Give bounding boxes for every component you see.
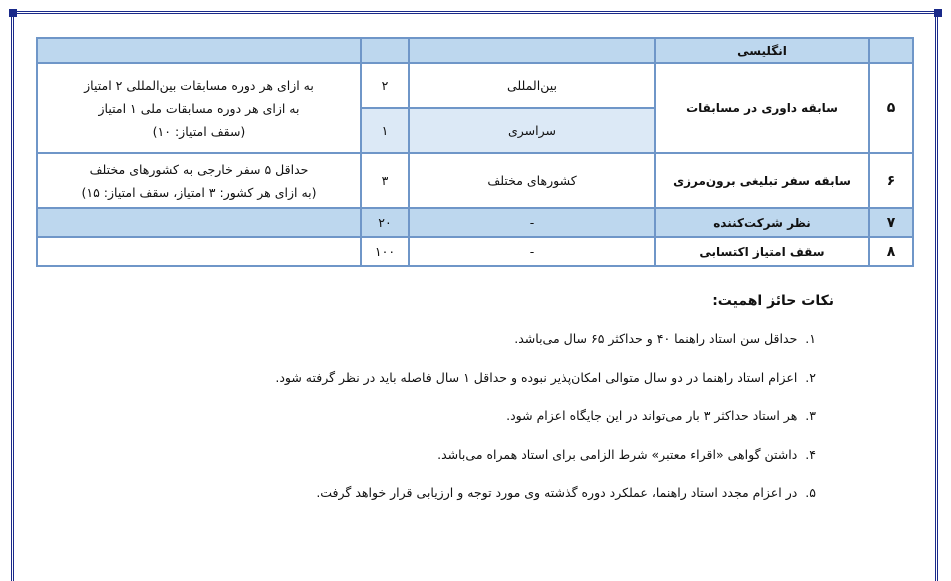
criterion-title: سابقه داوری در مسابقات	[655, 63, 869, 153]
table-cell-title: انگلیسی	[655, 38, 869, 63]
table-row	[37, 63, 913, 108]
criterion-notes	[37, 153, 361, 208]
list-item	[275, 331, 816, 370]
subcategory: -	[409, 208, 655, 237]
list-item-number: ۲.	[805, 369, 816, 385]
note-line: (سقف امتیاز: ۱۰)	[152, 123, 246, 139]
subcategory: بین‌المللی	[409, 63, 655, 108]
list-item	[275, 447, 816, 486]
criterion-notes	[37, 237, 361, 266]
list-item-text: در اعزام مجدد استاد راهنما، عملکرد دوره گذشته وی مورد توجه و ارزیابی قرار خواهد گرفت.	[316, 485, 798, 500]
list-item-text: هر استاد حداکثر ۳ بار می‌تواند در این جایگاه اعزام شود.	[506, 408, 798, 423]
table-row	[37, 38, 913, 63]
criterion-notes	[37, 63, 361, 153]
table-row	[37, 208, 913, 237]
points: ۱	[361, 108, 409, 153]
table-row	[37, 237, 913, 266]
notes-list	[275, 331, 816, 524]
note-line: به ازای هر دوره مسابقات بین‌المللی ۲ امتیاز	[84, 77, 314, 93]
subcategory: کشورهای مختلف	[409, 153, 655, 208]
note-line: به ازای هر دوره مسابقات ملی ۱ امتیاز	[98, 100, 300, 116]
points: ۲۰	[361, 208, 409, 237]
table-row	[37, 153, 913, 208]
criterion-title: سقف امتیاز اکتسابی	[655, 237, 869, 266]
row-number: ۶	[869, 153, 913, 208]
criterion-notes	[37, 208, 361, 237]
points: ۳	[361, 153, 409, 208]
note-line: حداقل ۵ سفر خارجی به کشورهای مختلف	[89, 161, 309, 177]
list-item-number: ۴.	[805, 446, 816, 462]
list-item	[275, 485, 816, 524]
border-corner-ornament	[934, 9, 942, 17]
list-item	[275, 408, 816, 447]
note-line: (به ازای هر کشور: ۳ امتیاز، سقف امتیاز: ۱۵)	[81, 184, 317, 200]
points: ۱۰۰	[361, 237, 409, 266]
list-item-number: ۵.	[805, 485, 816, 500]
row-number: ۷	[869, 208, 913, 237]
notes-heading: نکات حائز اهمیت:	[712, 293, 834, 309]
criterion-title: نظر شرکت‌کننده	[655, 208, 869, 237]
criterion-title: سابقه سفر تبلیغی برون‌مرزی	[655, 153, 869, 208]
points: ۲	[361, 63, 409, 108]
border-corner-ornament	[9, 9, 17, 17]
subcategory: -	[409, 237, 655, 266]
list-item-number: ۳.	[805, 408, 816, 423]
list-item-number: ۱.	[805, 331, 816, 346]
subcategory: سراسری	[409, 108, 655, 153]
row-number: ۵	[869, 63, 913, 153]
row-number: ۸	[869, 237, 913, 266]
scoring-table	[36, 37, 914, 267]
list-item-text: اعزام استاد راهنما در دو سال متوالی امکان‌پذیر نبوده و حداقل ۱ سال فاصله باید در نظر گرفته شود.	[275, 369, 798, 385]
list-item	[275, 370, 816, 409]
list-item-text: داشتن گواهی «اقراء معتبر» شرط الزامی برای استاد همراه می‌باشد.	[437, 446, 798, 462]
list-item-text: حداقل سن استاد راهنما ۴۰ و حداکثر ۶۵ سال می‌باشد.	[514, 331, 798, 346]
